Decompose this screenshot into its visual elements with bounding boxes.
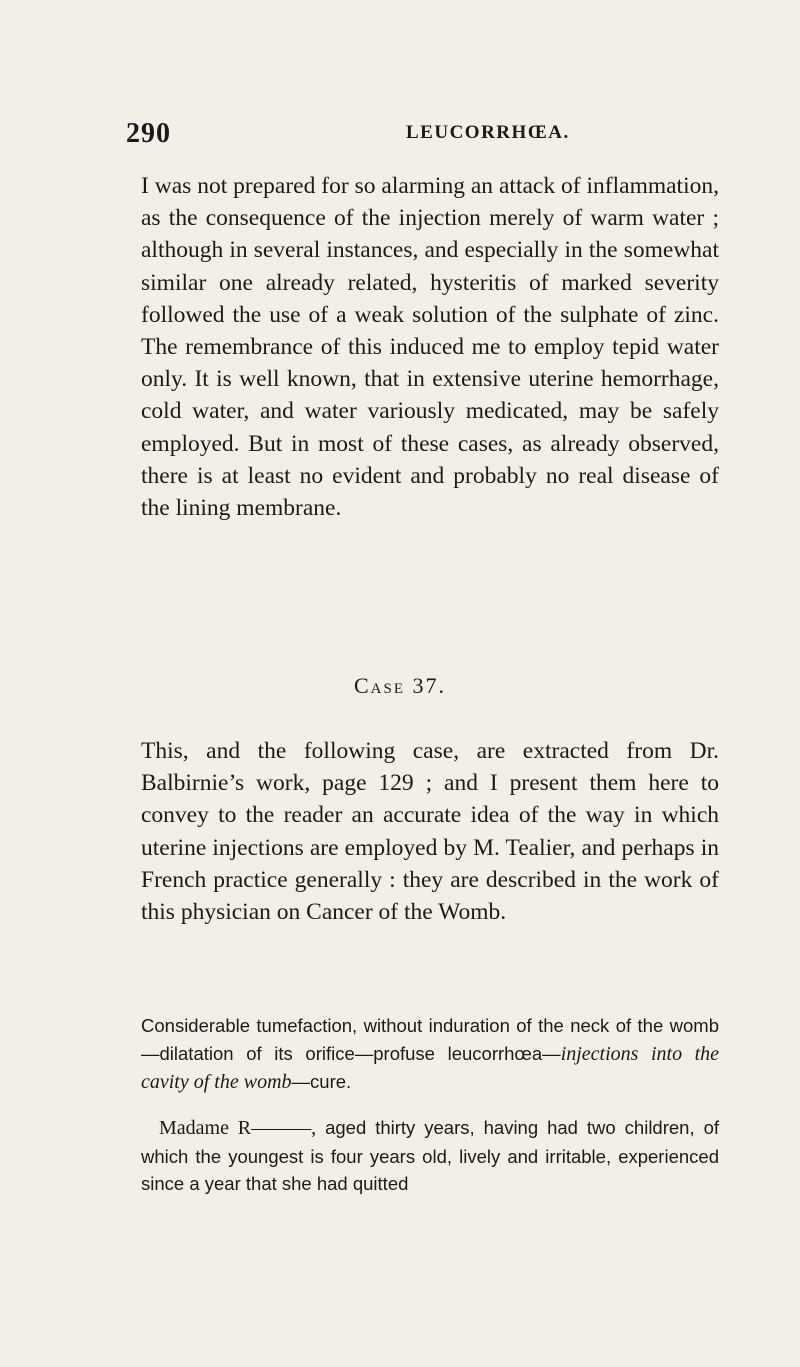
- paragraph-3: [141, 1114, 719, 1198]
- paragraph-2: This, and the following case, are extracted from Dr. Balbirnie’s work, page 129 ; and I present them here to convey to the reader an accurate idea of the way in which uterine injections are employed by M. Tealier, and perhaps in French practice generally : they are described in the work of this physician on Cancer of the Womb.: [141, 738, 719, 926]
- page-number: 290: [126, 118, 171, 149]
- paragraph-3-lead: Madame R———,: [159, 1117, 317, 1139]
- case-heading: Case 37.: [353, 673, 446, 698]
- case-summary-end: —cure.: [291, 1071, 352, 1092]
- running-head: LEUCORRHŒA.: [406, 122, 570, 143]
- paragraph-1: I was not prepared for so alarming an attack of inflammation, as the consequence of the injection merely of warm water ; although in several instances, and especially in the somewhat similar one already related, hysteritis of marked severity followed the use of a weak solution of the sulphate of zinc. The remembrance of this induced me to employ tepid water only. It is well known, that in extensive uterine hemorrhage, cold water, and water variously medicated, may be safely employed. But in most of these cases, as already observed, there is at least no evident and probably no real disease of the lining membrane.: [141, 173, 719, 522]
- case-summary: [141, 1012, 719, 1097]
- case-summary-plain: Considerable tumefaction, without induration of the neck of the womb—dilatation of its orifice—profuse leucorrhœa—: [141, 1015, 719, 1064]
- page-header: [126, 118, 720, 148]
- case-summary-italic: injections into the cavity of the womb: [141, 1042, 719, 1093]
- paragraph-3-text: aged thirty years, having had two children, of which the youngest is four years old, lively and irritable, experienced since a year that she had quitted: [141, 1117, 719, 1194]
